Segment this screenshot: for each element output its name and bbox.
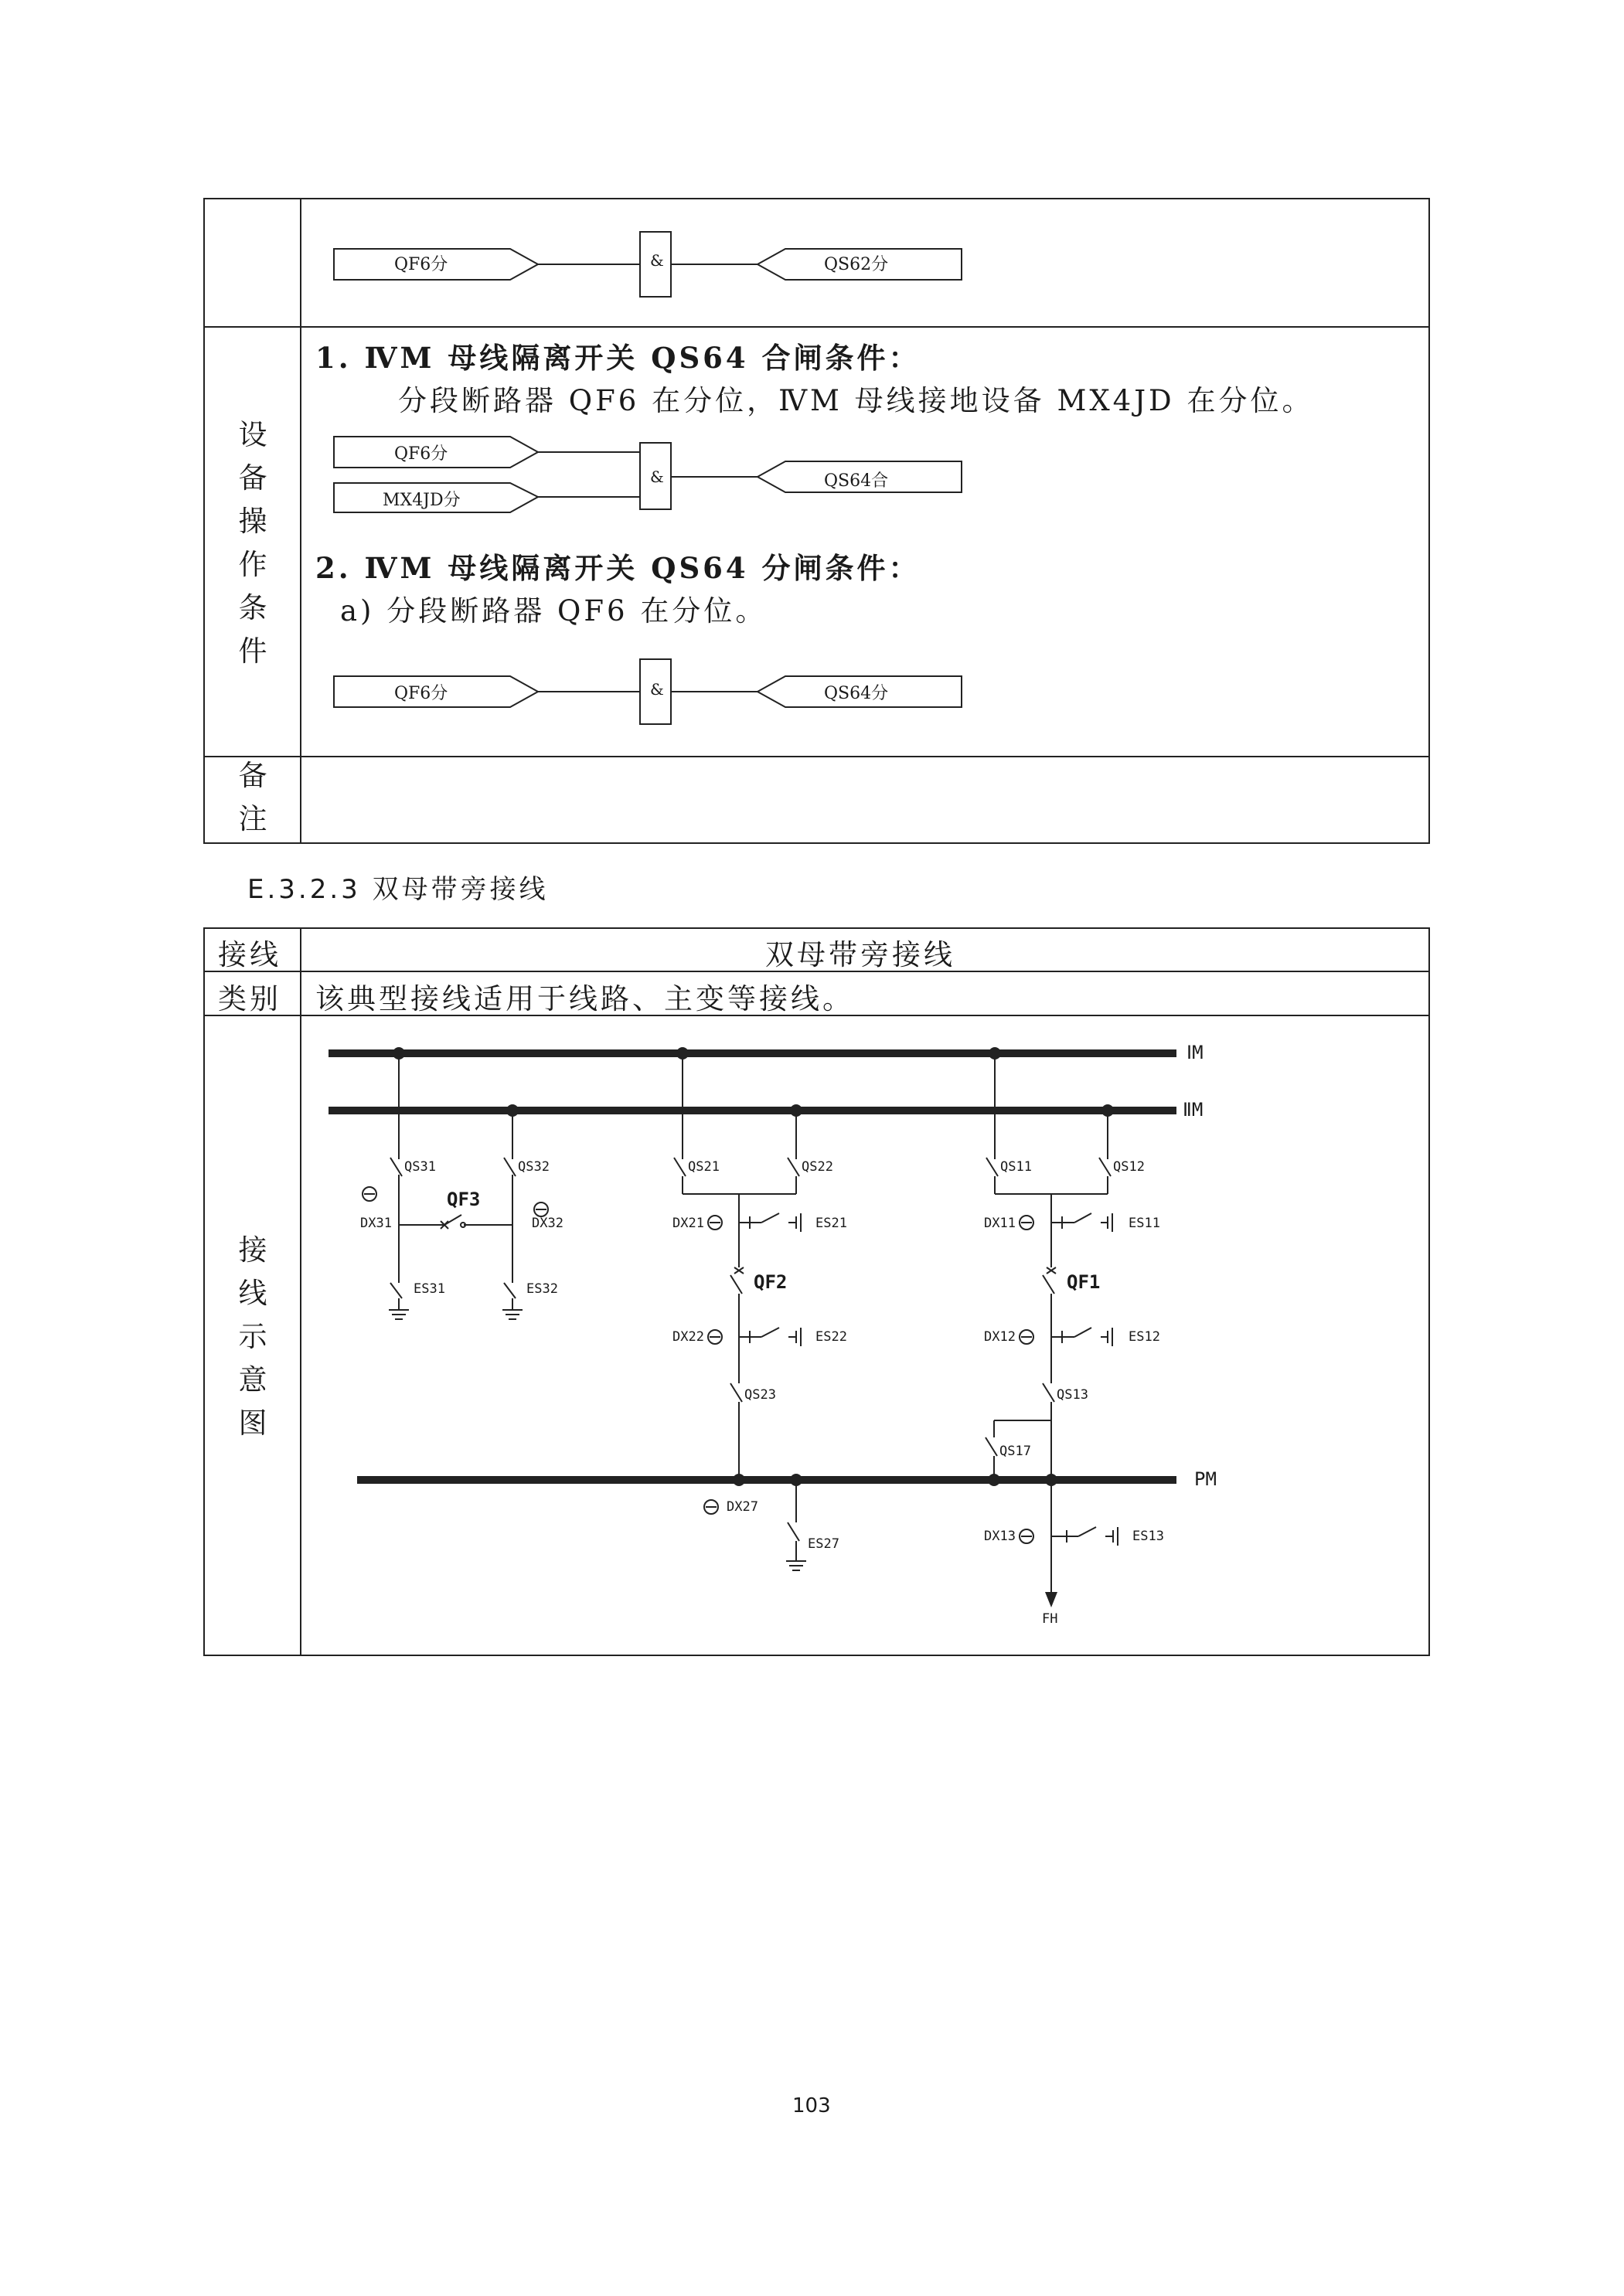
label-es31: ES31	[414, 1281, 445, 1297]
label-qs11: QS11	[1000, 1159, 1032, 1175]
item2-sub: a) 分段断路器 QF6 在分位。	[340, 594, 768, 628]
bus-label-iim: ⅡM	[1183, 1099, 1204, 1121]
section-title: E.3.2.3 双母带旁接线	[247, 874, 549, 905]
logic-gate-label: &	[650, 680, 664, 699]
label-es12: ES12	[1129, 1329, 1160, 1345]
bus-label-pm: PM	[1194, 1468, 1217, 1490]
row-label-operating-conditions: 设 备 操 作 条 件	[238, 418, 267, 668]
label-es11: ES11	[1129, 1216, 1160, 1231]
label-es27: ES27	[808, 1536, 839, 1552]
logic-input-label: MX4JD分	[383, 491, 461, 510]
logic-output-label: QS64合	[824, 471, 889, 491]
label-qs31: QS31	[404, 1159, 436, 1175]
label-qs21: QS21	[688, 1159, 720, 1175]
label-qs17: QS17	[999, 1444, 1031, 1459]
label-dx21: DX21	[672, 1216, 704, 1231]
label-es22: ES22	[815, 1329, 847, 1345]
label-es13: ES13	[1132, 1529, 1164, 1544]
label-es21: ES21	[815, 1216, 847, 1231]
label-dx22: DX22	[672, 1329, 704, 1345]
label-fh: FH	[1042, 1611, 1058, 1627]
logic-output-label: QS62分	[824, 255, 889, 274]
bus-label-im: ⅠM	[1187, 1042, 1204, 1063]
label-qs13: QS13	[1057, 1387, 1088, 1403]
page-number: 103	[792, 2094, 831, 2117]
logic-gate-label: &	[650, 468, 664, 486]
label-dx12: DX12	[984, 1329, 1016, 1345]
item2-title: 2. ⅣM 母线隔离开关 QS64 分闸条件：	[315, 551, 921, 585]
item1-title: 1. ⅣM 母线隔离开关 QS64 合闸条件：	[315, 341, 921, 375]
logic-gate-label: &	[650, 251, 664, 270]
label-qs32: QS32	[518, 1159, 550, 1175]
logic-input-label: QF6分	[394, 684, 448, 703]
label-dx31: DX31	[360, 1216, 392, 1231]
connection-type-value: 双母带旁接线	[765, 938, 955, 971]
row-label-category: 类别	[218, 982, 281, 1015]
category-description: 该典型接线适用于线路、主变等接线。	[315, 982, 854, 1015]
label-dx11: DX11	[984, 1216, 1016, 1231]
row-label-connection: 接线	[218, 938, 281, 971]
label-qs23: QS23	[744, 1387, 776, 1403]
logic-input-label: QF6分	[394, 255, 448, 274]
label-qf2: QF2	[754, 1271, 788, 1293]
label-es32: ES32	[526, 1281, 558, 1297]
logic-output-label: QS64分	[824, 684, 889, 703]
row-label-wiring-diagram: 接 线 示 意 图	[238, 1233, 267, 1440]
row-label-remarks: 备 注	[238, 759, 267, 835]
label-dx32: DX32	[532, 1216, 563, 1231]
label-dx27: DX27	[727, 1499, 758, 1515]
logic-input-label: QF6分	[394, 444, 448, 464]
label-qs22: QS22	[802, 1159, 833, 1175]
label-qf1: QF1	[1067, 1271, 1101, 1293]
label-dx13: DX13	[984, 1529, 1016, 1544]
item1-text: 分段断路器 QF6 在分位，ⅣM 母线接地设备 MX4JD 在分位。	[398, 384, 1314, 417]
label-qf3: QF3	[447, 1189, 481, 1210]
label-qs12: QS12	[1113, 1159, 1145, 1175]
